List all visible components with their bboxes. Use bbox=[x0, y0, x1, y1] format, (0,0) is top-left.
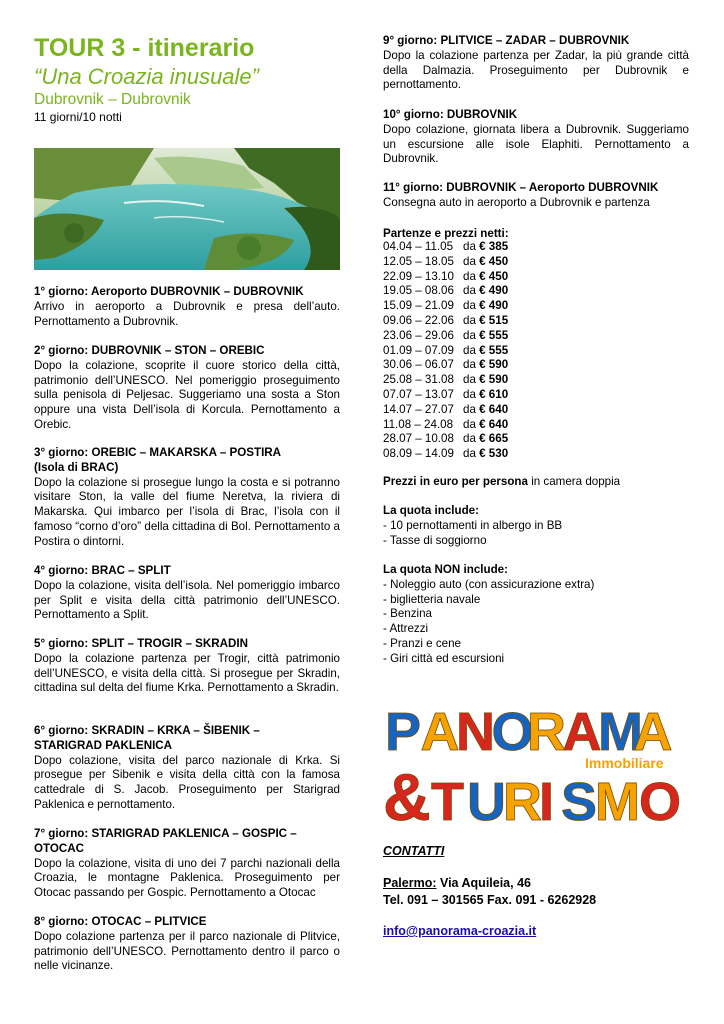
price-prefix: da bbox=[463, 313, 476, 327]
price-dates: 28.07 – 10.08 bbox=[383, 432, 454, 446]
price-value: € 590 bbox=[479, 373, 509, 387]
day-heading: 8° giorno: OTOCAC – PLITVICE bbox=[34, 915, 207, 928]
price-prefix: da bbox=[463, 299, 476, 313]
price-dates: 14.07 – 27.07 bbox=[383, 402, 454, 416]
price-prefix: da bbox=[463, 373, 476, 387]
day-heading: 6° giorno: SKRADIN – KRKA – ŠIBENIK – STARIGRAD PAKLENICA bbox=[34, 724, 260, 752]
price-value: € 385 bbox=[479, 240, 509, 253]
day-heading: 9° giorno: PLITVICE – ZADAR – DUBROVNIK bbox=[383, 34, 630, 47]
email-link[interactable]: info@panorama-croazia.it bbox=[383, 924, 537, 938]
list-item: - Benzina bbox=[383, 607, 432, 621]
excludes-heading: La quota NON include: bbox=[383, 563, 508, 576]
logo-graphic bbox=[383, 690, 682, 834]
contacts-heading: CONTATTI bbox=[383, 844, 445, 858]
price-dates: 09.06 – 22.06 bbox=[383, 313, 454, 327]
logo-letter: O bbox=[639, 772, 682, 832]
price-row bbox=[383, 388, 508, 403]
price-row bbox=[383, 403, 508, 418]
day-11 bbox=[383, 181, 689, 211]
price-prefix: da bbox=[463, 343, 476, 357]
day-heading: 7° giorno: STARIGRAD PAKLENICA – GOSPIC – OTOCAC bbox=[34, 827, 297, 855]
list-item: - Attrezzi bbox=[383, 622, 429, 636]
day-4 bbox=[34, 564, 340, 623]
tour-duration: 11 giorni/10 notti bbox=[34, 110, 122, 124]
logo-letter: I bbox=[539, 772, 555, 832]
price-row bbox=[383, 284, 508, 299]
price-value: € 515 bbox=[479, 313, 509, 327]
day-heading: 2° giorno: DUBROVNIK – STON – OREBIC bbox=[34, 344, 265, 357]
price-value: € 640 bbox=[479, 417, 509, 431]
price-prefix: da bbox=[463, 269, 476, 283]
price-value: € 665 bbox=[479, 432, 509, 446]
logo-ampersand: & bbox=[383, 760, 431, 834]
logo-letter: A bbox=[562, 702, 602, 762]
price-note bbox=[383, 475, 620, 488]
logo-letter: M bbox=[598, 702, 643, 762]
price-prefix: da bbox=[463, 240, 476, 253]
day-8 bbox=[34, 915, 340, 974]
list-item: - Pranzi e cene bbox=[383, 636, 461, 650]
price-dates: 04.04 – 11.05 bbox=[383, 240, 454, 253]
price-dates: 12.05 – 18.05 bbox=[383, 254, 454, 268]
day-heading: 11° giorno: DUBROVNIK – Aeroporto DUBROVNIK bbox=[383, 181, 659, 194]
logo-letter: T bbox=[431, 772, 464, 832]
list-item: - Giri città ed escursioni bbox=[383, 651, 505, 665]
price-prefix: da bbox=[463, 387, 476, 401]
day-description: Dopo colazione partenza per il parco nazionale di Plitvice, patrimonio dell’UNESCO. Pernottamento dentro il parco o nelle vicinanze. bbox=[34, 929, 340, 973]
day-description: Dopo la colazione, visita di uno dei 7 parchi nazionali della Croazia, le montagne Paklenica. Proseguimento per Otocac passando per Gospic. Pernottamento a Otocac bbox=[34, 856, 340, 900]
price-row bbox=[383, 240, 508, 255]
price-prefix: da bbox=[463, 358, 476, 372]
price-row bbox=[383, 447, 508, 462]
day-description: Dopo la colazione, visita dell’isola. Nel pomeriggio imbarco per Split e visita della città patrimonio dell’UNESCO. Pernottamento a Split. bbox=[34, 578, 340, 622]
logo-letter: R bbox=[503, 772, 542, 832]
price-dates: 23.06 – 29.06 bbox=[383, 328, 454, 342]
price-note-bold: Prezzi in euro per persona bbox=[383, 475, 528, 488]
prices-heading: Partenze e prezzi netti: bbox=[383, 227, 509, 240]
price-value: € 490 bbox=[479, 299, 509, 313]
price-prefix: da bbox=[463, 328, 476, 342]
price-row bbox=[383, 358, 508, 373]
logo-letter: U bbox=[467, 772, 506, 832]
day-7 bbox=[34, 827, 340, 901]
price-prefix: da bbox=[463, 284, 476, 298]
logo-letter: M bbox=[595, 772, 640, 832]
logo-letter: O bbox=[491, 702, 534, 762]
price-dates: 07.07 – 13.07 bbox=[383, 387, 454, 401]
day-description: Consegna auto in aeroporto a Dubrovnik e partenza bbox=[383, 195, 650, 209]
tour-route: Dubrovnik – Dubrovnik bbox=[34, 91, 191, 108]
logo-letter: A bbox=[633, 702, 673, 762]
day-3 bbox=[34, 446, 340, 550]
day-10 bbox=[383, 108, 689, 167]
price-table bbox=[383, 240, 508, 462]
tour-subtitle: “Una Croazia inusuale” bbox=[34, 64, 259, 89]
price-prefix: da bbox=[463, 402, 476, 416]
day-description: Dopo la colazione partenza per Zadar, la più grande città della Dalmazia. Proseguimento per Dubrovnik e pernottamento. bbox=[383, 48, 689, 92]
includes-heading: La quota include: bbox=[383, 504, 479, 517]
price-dates: 08.09 – 14.09 bbox=[383, 447, 454, 461]
plitvice-lakes-photo bbox=[34, 148, 340, 270]
price-value: € 450 bbox=[479, 269, 509, 283]
logo-letter: N bbox=[456, 702, 495, 762]
includes-list bbox=[383, 504, 562, 548]
price-note-rest: in camera doppia bbox=[527, 475, 621, 488]
price-value: € 555 bbox=[479, 328, 509, 342]
day-5 bbox=[34, 637, 340, 696]
day-description: Dopo la colazione partenza per Trogir, città patrimonio dell’UNESCO, e visita della città. Si prosegue per Skradin, cittadina sul delta del fiume Krka. Pernottamento a Skradin. bbox=[34, 651, 340, 695]
price-value: € 555 bbox=[479, 343, 509, 357]
price-value: € 530 bbox=[479, 447, 509, 461]
price-value: € 610 bbox=[479, 387, 509, 401]
day-description: Dopo colazione, giornata libera a Dubrovnik. Suggeriamo un escursione alle isole Elaphiti. Pernottamento a Dubrovnik. bbox=[383, 122, 689, 166]
price-dates: 19.05 – 08.06 bbox=[383, 284, 454, 298]
logo-letter: A bbox=[420, 702, 460, 762]
day-heading: 3° giorno: OREBIC – MAKARSKA – POSTIRA (Isola di BRAC) bbox=[34, 446, 281, 474]
price-value: € 490 bbox=[479, 284, 509, 298]
street-address: Via Aquileia, 46 bbox=[436, 876, 531, 890]
list-item: - Noleggio auto (con assicurazione extra) bbox=[383, 577, 595, 591]
price-row bbox=[383, 255, 508, 270]
price-row bbox=[383, 270, 508, 285]
day-1 bbox=[34, 285, 340, 329]
day-9 bbox=[383, 34, 689, 93]
price-dates: 01.09 – 07.09 bbox=[383, 343, 454, 357]
day-heading: 1° giorno: Aeroporto DUBROVNIK – DUBROVNIK bbox=[34, 285, 304, 298]
logo-letter: P bbox=[385, 702, 422, 762]
logo-letter: S bbox=[561, 772, 598, 832]
price-prefix: da bbox=[463, 447, 476, 461]
price-value: € 640 bbox=[479, 402, 509, 416]
list-item: - 10 pernottamenti in albergo in BB bbox=[383, 518, 563, 532]
logo-letter: R bbox=[527, 702, 566, 762]
price-row bbox=[383, 418, 508, 433]
price-row bbox=[383, 344, 508, 359]
day-6 bbox=[34, 724, 340, 813]
list-item: - Tasse di soggiorno bbox=[383, 533, 487, 547]
price-row bbox=[383, 432, 508, 447]
price-row bbox=[383, 373, 508, 388]
price-dates: 30.06 – 06.07 bbox=[383, 358, 454, 372]
address bbox=[383, 876, 531, 890]
price-prefix: da bbox=[463, 417, 476, 431]
price-value: € 590 bbox=[479, 358, 509, 372]
list-item: - biglietteria navale bbox=[383, 592, 481, 606]
day-heading: 5° giorno: SPLIT – TROGIR – SKRADIN bbox=[34, 637, 248, 650]
price-dates: 11.08 – 24.08 bbox=[383, 417, 454, 431]
day-description: Dopo la colazione, scoprite il cuore storico della città, patrimonio dell’UNESCO. Nel pomeriggio proseguimento sulla penisola di Peljesac. Suggeriamo una sosta a Ston oppure una vista Dell’isola di Korcula. Pernottamento a Orebic. bbox=[34, 358, 340, 431]
price-dates: 15.09 – 21.09 bbox=[383, 299, 454, 313]
logo-tagline: Immobiliare bbox=[585, 755, 664, 771]
price-row bbox=[383, 299, 508, 314]
price-prefix: da bbox=[463, 254, 476, 268]
phone-fax: Tel. 091 – 301565 Fax. 091 - 6262928 bbox=[383, 893, 597, 907]
day-heading: 10° giorno: DUBROVNIK bbox=[383, 108, 518, 121]
price-row bbox=[383, 329, 508, 344]
day-2 bbox=[34, 344, 340, 433]
city-label: Palermo: bbox=[383, 876, 437, 890]
day-description: Arrivo in aeroporto a Dubrovnik e presa dell’auto. Pernottamento a Dubrovnik. bbox=[34, 299, 340, 328]
page-title: TOUR 3 - itinerario bbox=[34, 34, 255, 62]
price-dates: 22.09 – 13.10 bbox=[383, 269, 454, 283]
price-dates: 25.08 – 31.08 bbox=[383, 373, 454, 387]
day-description: Dopo la colazione si prosegue lungo la costa e si potranno visitare Ston, la valle del fiume Neretva, la riviera di Makarska. Qui imbarco per l’isola di Brac, l’isola con il famoso “corno d’oro” della cittadina di Bol. Pernottamento a Postira o dintorni. bbox=[34, 475, 340, 548]
price-prefix: da bbox=[463, 432, 476, 446]
day-heading: 4° giorno: BRAC – SPLIT bbox=[34, 564, 171, 577]
day-description: Dopo colazione, visita del parco nazionale di Krka. Si prosegue per Sibenik e visita della città con la famosa cattedrale di S. Jacob. Proseguimento per Starigrad Paklenica e pernottamento. bbox=[34, 753, 340, 811]
price-row bbox=[383, 314, 508, 329]
panorama-turismo-logo bbox=[383, 690, 682, 834]
price-value: € 450 bbox=[479, 254, 509, 268]
excludes-list bbox=[383, 563, 594, 667]
